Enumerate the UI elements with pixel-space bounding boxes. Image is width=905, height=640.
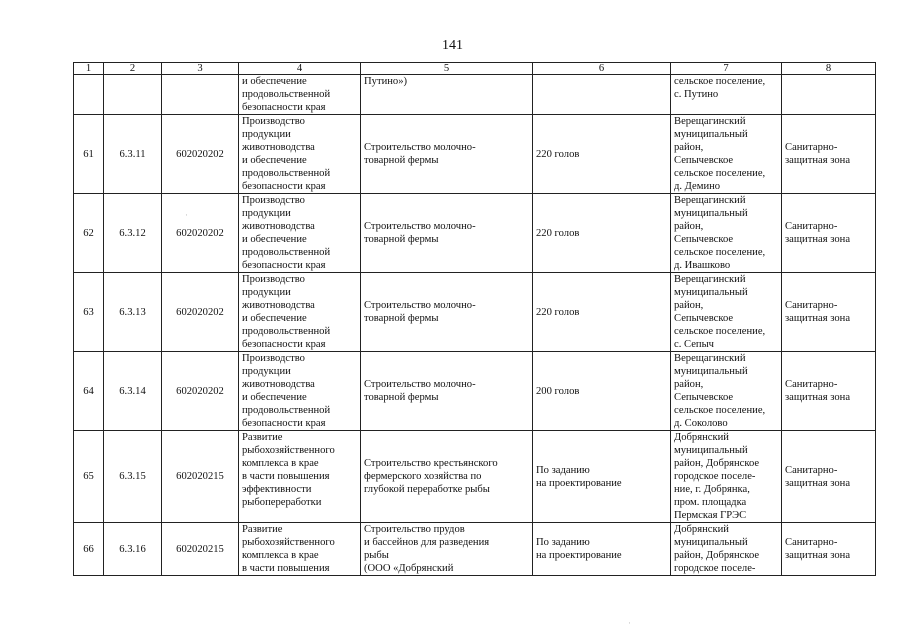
location-cell: Верещагинский муниципальный район, Сепычевское сельское поселение, д. Соколово xyxy=(671,352,782,431)
object-cell: Строительство молочно- товарной фермы xyxy=(361,194,533,273)
location-cell: Верещагинский муниципальный район, Сепычевское сельское поселение, д. Демино xyxy=(671,115,782,194)
location-cell: сельское поселение, с. Путино xyxy=(671,75,782,115)
parameter-cell: 220 голов xyxy=(533,273,671,352)
code-cell: 6.3.13 xyxy=(104,273,162,352)
zone-cell: Санитарно- защитная зона xyxy=(782,273,876,352)
column-header: 7 xyxy=(671,63,782,75)
table-row xyxy=(74,431,876,523)
zone-cell: Санитарно- защитная зона xyxy=(782,523,876,576)
column-header: 3 xyxy=(162,63,239,75)
purpose-cell: Производство продукции животноводства и обеспечение продовольственной безопасности края xyxy=(239,115,361,194)
budget-code-cell: 602020215 xyxy=(162,523,239,576)
location-cell: Верещагинский муниципальный район, Сепычевское сельское поселение, с. Сепыч xyxy=(671,273,782,352)
cell-empty xyxy=(533,75,671,115)
column-header: 1 xyxy=(74,63,104,75)
page-number: 141 xyxy=(442,38,463,53)
cell-empty xyxy=(782,75,876,115)
purpose-cell: Производство продукции животноводства и обеспечение продовольственной безопасности края xyxy=(239,194,361,273)
parameter-cell: 220 голов xyxy=(533,115,671,194)
table-row xyxy=(74,115,876,194)
scan-speck: · xyxy=(185,210,188,220)
zone-cell: Санитарно- защитная зона xyxy=(782,194,876,273)
location-cell: Добрянский муниципальный район, Добрянское городское поселе- xyxy=(671,523,782,576)
budget-code-cell: 602020202 xyxy=(162,194,239,273)
location-cell: Добрянский муниципальный район, Добрянское городское поселе- ние, г. Добрянка, пром. площадка Пермская ГРЭС xyxy=(671,431,782,523)
row-number-cell: 62 xyxy=(74,194,104,273)
zone-cell: Санитарно- защитная зона xyxy=(782,352,876,431)
row-number-cell: 66 xyxy=(74,523,104,576)
column-header: 8 xyxy=(782,63,876,75)
object-cell: Строительство крестьянского фермерского хозяйства по глубокой переработке рыбы xyxy=(361,431,533,523)
table-row xyxy=(74,273,876,352)
continuation-row xyxy=(74,75,876,115)
cell-empty xyxy=(74,75,104,115)
column-header: 6 xyxy=(533,63,671,75)
column-header: 5 xyxy=(361,63,533,75)
table-row xyxy=(74,523,876,576)
table-row xyxy=(74,194,876,273)
parameter-cell: 220 голов xyxy=(533,194,671,273)
column-number-header xyxy=(74,63,876,75)
parameter-cell: По заданию на проектирование xyxy=(533,431,671,523)
object-cell: Строительство молочно- товарной фермы xyxy=(361,352,533,431)
budget-code-cell: 602020202 xyxy=(162,115,239,194)
object-cell: Строительство молочно- товарной фермы xyxy=(361,115,533,194)
parameter-cell: 200 голов xyxy=(533,352,671,431)
budget-code-cell: 602020202 xyxy=(162,352,239,431)
cell-empty xyxy=(104,75,162,115)
purpose-cell: Производство продукции животноводства и обеспечение продовольственной безопасности края xyxy=(239,273,361,352)
purpose-cell: Развитие рыбохозяйственного комплекса в крае в части повышения xyxy=(239,523,361,576)
zone-cell: Санитарно- защитная зона xyxy=(782,431,876,523)
row-number-cell: 63 xyxy=(74,273,104,352)
object-cell: Путино») xyxy=(361,75,533,115)
planning-table xyxy=(73,62,876,576)
cell-empty xyxy=(162,75,239,115)
table-row xyxy=(74,352,876,431)
code-cell: 6.3.15 xyxy=(104,431,162,523)
zone-cell: Санитарно- защитная зона xyxy=(782,115,876,194)
column-header: 2 xyxy=(104,63,162,75)
scan-speck: · xyxy=(628,618,631,628)
code-cell: 6.3.16 xyxy=(104,523,162,576)
location-cell: Верещагинский муниципальный район, Сепычевское сельское поселение, д. Ивашково xyxy=(671,194,782,273)
purpose-cell: и обеспечение продовольственной безопасности края xyxy=(239,75,361,115)
column-header: 4 xyxy=(239,63,361,75)
row-number-cell: 64 xyxy=(74,352,104,431)
parameter-cell: По заданию на проектирование xyxy=(533,523,671,576)
row-number-cell: 61 xyxy=(74,115,104,194)
row-number-cell: 65 xyxy=(74,431,104,523)
code-cell: 6.3.14 xyxy=(104,352,162,431)
code-cell: 6.3.12 xyxy=(104,194,162,273)
budget-code-cell: 602020215 xyxy=(162,431,239,523)
object-cell: Строительство молочно- товарной фермы xyxy=(361,273,533,352)
purpose-cell: Развитие рыбохозяйственного комплекса в крае в части повышения эффективности рыбопереработки xyxy=(239,431,361,523)
code-cell: 6.3.11 xyxy=(104,115,162,194)
object-cell: Строительство прудов и бассейнов для разведения рыбы (ООО «Добрянский xyxy=(361,523,533,576)
purpose-cell: Производство продукции животноводства и обеспечение продовольственной безопасности края xyxy=(239,352,361,431)
budget-code-cell: 602020202 xyxy=(162,273,239,352)
